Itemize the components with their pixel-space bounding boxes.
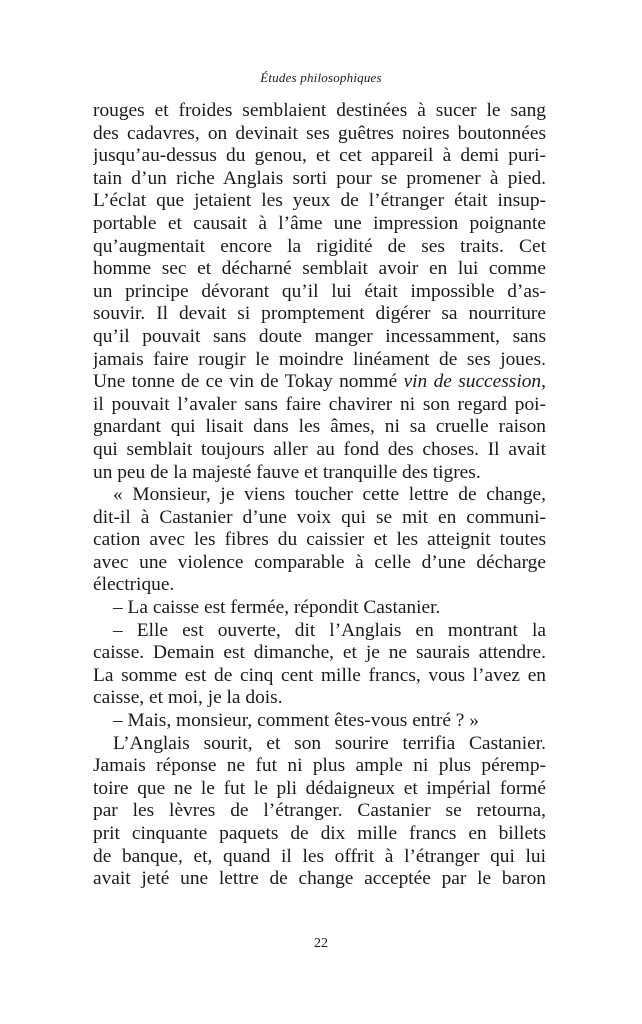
text-line: L’éclat que jetaient les yeux de l’étranger était insup- [93, 190, 546, 212]
text-line: des cadavres, on devinait ses guêtres noires boutonnées [93, 122, 546, 144]
text-line: un principe dévorant qu’il lui était impossible d’as- [93, 280, 546, 302]
text-line: dit-il à Castanier d’une voix qui se mit en communi- [93, 506, 546, 528]
text-line: jamais faire rougir le moindre linéament de ses joues. [93, 348, 546, 370]
text-line: gnardant qui lisait dans les âmes, ni sa cruelle raison [93, 416, 546, 438]
text-line: caisse, et moi, je la dois. [93, 687, 283, 709]
text-line: portable et causait à l’âme une impression poignante [93, 212, 546, 234]
text-line: de banque, et, quand il les offrit à l’étranger qui lui [93, 845, 546, 867]
page-number: 22 [314, 936, 328, 951]
italic-term: vin de succession [403, 371, 542, 393]
text-line: par les lèvres de l’étranger. Castanier se retourna, [93, 800, 546, 822]
text-line: souvir. Il devait si promptement digérer sa nourriture [93, 303, 546, 325]
text-line: rouges et froides semblaient destinées à sucer le sang [93, 100, 546, 121]
text-line: toire que ne le fut le pli dédaigneux et impérial formé [93, 777, 546, 799]
text-line: prit cinquante paquets de dix mille francs en billets [93, 823, 546, 844]
text-segment: , [541, 371, 546, 393]
text-line: avec une violence comparable à celle d’une décharge [93, 551, 546, 573]
text-line: jusqu’au-dessus du genou, et cet appareil à demi puri- [93, 145, 546, 167]
text-line: L’Anglais sourit, et son sourire terrifia Castanier. [113, 732, 546, 754]
text-line: caisse. Demain est dimanche, et je ne saurais attendre. [93, 642, 546, 664]
text-line: électrique. [93, 574, 175, 596]
text-line: La somme est de cinq cent mille francs, vous l’avez en [93, 664, 546, 686]
body-text [93, 100, 546, 891]
text-line-with-italic [93, 371, 546, 394]
text-line: Jamais réponse ne fut ni plus ample ni plus péremp- [93, 755, 546, 777]
text-line: « Monsieur, je viens toucher cette lettre de change, [113, 484, 546, 506]
text-line: avait jeté une lettre de change acceptée par le baron [93, 868, 546, 890]
text-line: tain d’un riche Anglais sorti pour se promener à pied. [93, 167, 546, 189]
text-line: un peu de la majesté fauve et tranquille des tigres. [93, 461, 481, 483]
text-segment: Une tonne de ce vin de Tokay nommé [93, 371, 404, 393]
text-line: il pouvait l’avaler sans faire chavirer ni son regard poi- [93, 393, 546, 415]
text-line: qu’il pouvait sans doute manger incessamment, sans [93, 325, 546, 347]
text-line: – La caisse est fermée, répondit Castanier. [113, 597, 441, 619]
text-line: homme sec et décharné semblait avoir en lui comme [93, 258, 546, 280]
text-line: – Mais, monsieur, comment êtes-vous entré ? » [113, 710, 479, 732]
text-line: qui semblait toujours aller au fond des choses. Il avait [93, 438, 546, 460]
text-line: qu’augmentait encore la rigidité de ses traits. Cet [93, 235, 546, 257]
running-header: Études philosophiques [260, 70, 382, 85]
text-line: – Elle est ouverte, dit l’Anglais en montrant la [113, 619, 546, 641]
text-line: cation avec les fibres du caissier et les atteignit toutes [93, 529, 546, 551]
